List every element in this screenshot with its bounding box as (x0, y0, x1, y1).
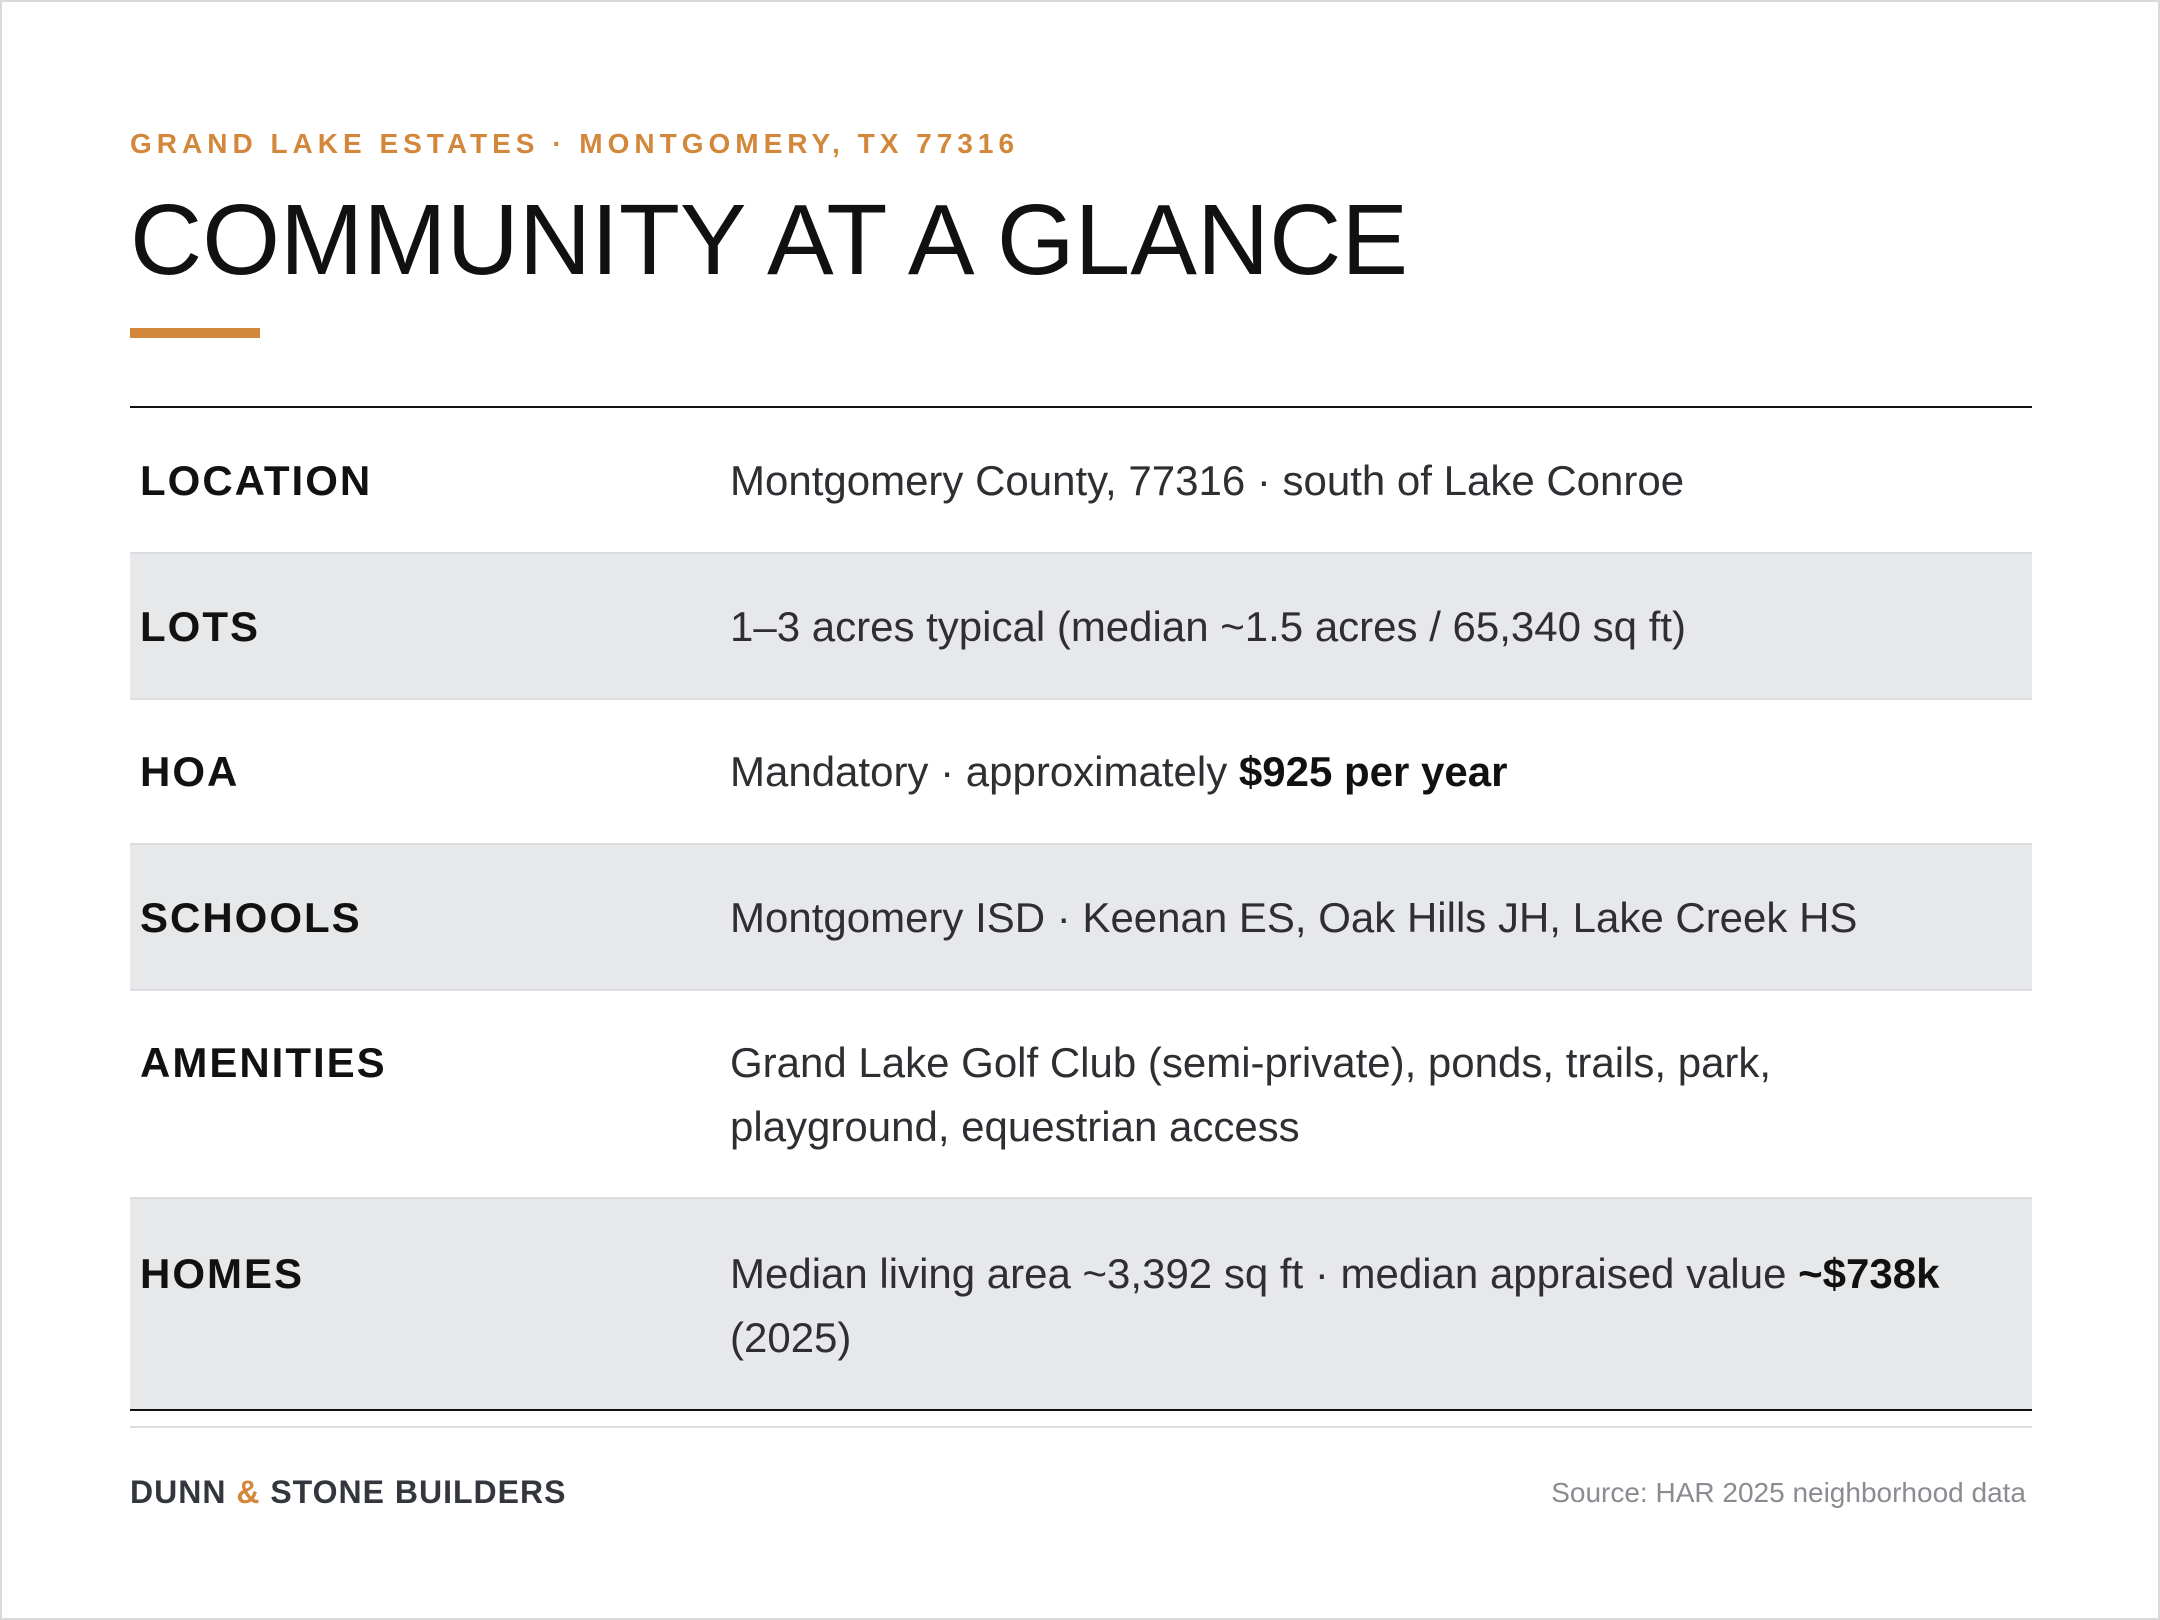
fact-label: LOCATION (140, 457, 373, 504)
facts-table (130, 406, 2032, 1411)
title-accent-bar (130, 328, 260, 338)
fact-value-text: Montgomery ISD · Keenan ES, Oak Hills JH, Lake Creek HS (730, 894, 1858, 941)
source-note: Source: HAR 2025 neighborhood data (1551, 1477, 2026, 1508)
fact-row-schools (130, 845, 2032, 991)
fact-value-text: Mandatory · approximately (730, 748, 1239, 795)
fact-row-lots (130, 554, 2032, 700)
location-eyebrow: GRAND LAKE ESTATES · MONTGOMERY, TX 77316 (130, 128, 1020, 159)
brand-logo-text (130, 1474, 566, 1511)
fact-value-text: Grand Lake Golf Club (semi-private), ponds, trails, park, playground, equestrian access (730, 1039, 1772, 1150)
fact-value-text: Median living area ~3,392 sq ft · median appraised value (730, 1250, 1799, 1297)
fact-row-homes (130, 1199, 2032, 1409)
fact-value-emphasis: ~$738k (1798, 1250, 1940, 1297)
brand-ampersand: & (236, 1474, 261, 1510)
fact-value (730, 595, 2032, 659)
fact-row-location (130, 408, 2032, 554)
fact-value (730, 1031, 2032, 1159)
fact-value (730, 449, 2032, 513)
fact-value-emphasis: $925 per year (1238, 748, 1508, 795)
brand-name-part: DUNN (130, 1474, 237, 1510)
fact-value-text: 1–3 acres typical (median ~1.5 acres / 65,340 sq ft) (730, 603, 1687, 650)
fact-label: HOMES (140, 1250, 305, 1297)
fact-value (730, 740, 2032, 804)
fact-value-text: Montgomery County, 77316 · south of Lake Conroe (730, 457, 1685, 504)
page-title: COMMUNITY AT A GLANCE (130, 184, 1409, 296)
fact-label: SCHOOLS (140, 894, 362, 941)
footer-divider (130, 1426, 2032, 1428)
fact-label: AMENITIES (140, 1039, 387, 1086)
fact-row-amenities (130, 991, 2032, 1199)
fact-label: LOTS (140, 603, 260, 650)
fact-row-hoa (130, 700, 2032, 845)
fact-value-suffix: (2025) (730, 1314, 852, 1361)
fact-label: HOA (140, 748, 240, 795)
fact-value (730, 886, 2032, 950)
fact-value (730, 1242, 2032, 1370)
brand-name-part: STONE BUILDERS (260, 1474, 567, 1510)
